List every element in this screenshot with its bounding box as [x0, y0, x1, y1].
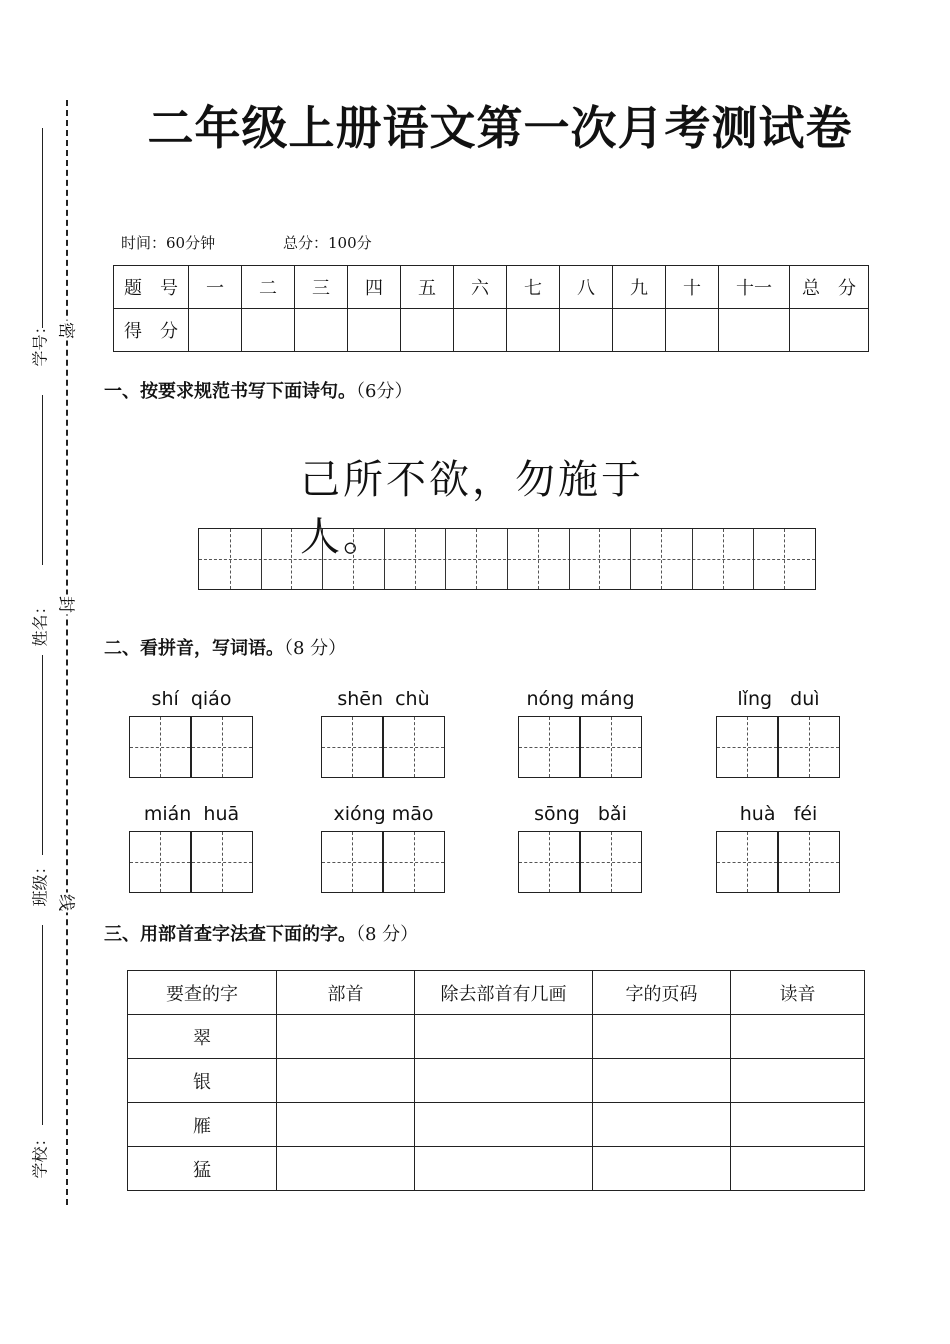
answer-cell[interactable] [277, 1147, 415, 1191]
binding-dashed-line [66, 100, 68, 1205]
tian-grid-box[interactable] [580, 831, 642, 893]
student-id-line [42, 128, 43, 328]
student-id-label: 学号： [30, 318, 50, 367]
lookup-header-cell: 除去部首有几画 [415, 971, 593, 1015]
pinyin-text: mián huā [143, 803, 240, 825]
poem-line: 己所不欲，勿施于人。 [300, 457, 644, 560]
tian-grid-box[interactable] [383, 716, 445, 778]
section1-title: 一、按要求规范书写下面诗句。 [104, 381, 356, 402]
score-header-cell: 四 [348, 266, 401, 309]
score-header-cell: 总 分 [790, 266, 869, 309]
pinyin-text: xióng māo [333, 803, 434, 825]
section3-score: （8 分） [356, 924, 419, 945]
grid-column-divider [445, 529, 446, 589]
score-input-cell[interactable] [295, 309, 348, 352]
school-label: 学校： [30, 1130, 50, 1179]
radical-lookup-table [127, 970, 865, 1191]
answer-cell[interactable] [593, 1147, 731, 1191]
grid-column-divider [630, 529, 631, 589]
section1-heading [104, 377, 412, 403]
lookup-row [128, 1059, 865, 1103]
answer-cell[interactable] [731, 1059, 865, 1103]
score-table-score-row [114, 309, 869, 352]
score-table-header-row [114, 266, 869, 309]
pinyin-word [321, 803, 446, 831]
lookup-header-cell: 读音 [731, 971, 865, 1015]
score-row-label: 得 分 [114, 309, 189, 352]
grid-column-divider [476, 529, 477, 589]
score-input-cell[interactable] [189, 309, 242, 352]
score-input-cell[interactable] [790, 309, 869, 352]
answer-cell[interactable] [731, 1015, 865, 1059]
pinyin-text: nóng máng [526, 688, 635, 710]
name-label: 姓名： [30, 598, 50, 647]
student-id-line-lower [42, 395, 43, 565]
pinyin-word [129, 803, 254, 831]
pinyin-word [129, 688, 254, 716]
score-input-cell[interactable] [454, 309, 507, 352]
grid-column-divider [661, 529, 662, 589]
pinyin-text: huà féi [739, 803, 818, 825]
grid-column-divider [599, 529, 600, 589]
answer-cell[interactable] [277, 1059, 415, 1103]
tian-grid-box[interactable] [321, 716, 383, 778]
answer-cell[interactable] [593, 1015, 731, 1059]
pinyin-word [518, 803, 643, 831]
class-line [42, 925, 43, 1125]
section2-score: （8 分） [284, 638, 347, 659]
lookup-char: 银 [128, 1059, 277, 1103]
section3-heading [104, 920, 418, 946]
exam-total-score: 总分：100分 [283, 234, 372, 252]
answer-cell[interactable] [593, 1103, 731, 1147]
score-input-cell[interactable] [613, 309, 666, 352]
score-header-cell: 六 [454, 266, 507, 309]
score-input-cell[interactable] [401, 309, 454, 352]
score-header-cell: 九 [613, 266, 666, 309]
seal-char-xian: 线 [56, 893, 81, 913]
score-header-cell: 题 号 [114, 266, 189, 309]
lookup-char: 雁 [128, 1103, 277, 1147]
score-input-cell[interactable] [242, 309, 295, 352]
score-header-cell: 三 [295, 266, 348, 309]
exam-time: 时间：60分钟 [121, 234, 216, 252]
grid-column-divider [753, 529, 754, 589]
grid-column-divider [415, 529, 416, 589]
grid-column-divider [569, 529, 570, 589]
score-input-cell[interactable] [507, 309, 560, 352]
grid-column-divider [384, 529, 385, 589]
score-header-cell: 二 [242, 266, 295, 309]
grid-column-divider [692, 529, 693, 589]
tian-grid-box[interactable] [716, 831, 778, 893]
answer-cell[interactable] [415, 1103, 593, 1147]
tian-grid-box[interactable] [518, 831, 580, 893]
score-header-cell: 一 [189, 266, 242, 309]
grid-column-divider [261, 529, 262, 589]
answer-cell[interactable] [731, 1147, 865, 1191]
tian-grid-box[interactable] [129, 831, 191, 893]
tian-grid-box[interactable] [716, 716, 778, 778]
answer-cell[interactable] [277, 1103, 415, 1147]
score-header-cell: 十 [666, 266, 719, 309]
score-header-cell: 八 [560, 266, 613, 309]
seal-char-mi: 密 [56, 321, 81, 341]
grid-column-divider [322, 529, 323, 589]
answer-cell[interactable] [593, 1059, 731, 1103]
tian-grid-box[interactable] [191, 831, 253, 893]
lookup-header-cell: 字的页码 [593, 971, 731, 1015]
answer-cell[interactable] [277, 1015, 415, 1059]
tian-grid-box[interactable] [580, 716, 642, 778]
pinyin-word [716, 688, 841, 716]
tian-grid-box[interactable] [518, 716, 580, 778]
pinyin-text: shí qiáo [151, 688, 232, 710]
lookup-char: 猛 [128, 1147, 277, 1191]
pinyin-text: shēn chù [337, 688, 430, 710]
pinyin-word [321, 688, 446, 716]
tian-grid-box[interactable] [383, 831, 445, 893]
name-line [42, 655, 43, 855]
seal-char-feng: 封 [56, 595, 81, 615]
lookup-row [128, 1147, 865, 1191]
lookup-header-cell: 要查的字 [128, 971, 277, 1015]
grid-column-divider [507, 529, 508, 589]
score-input-cell[interactable] [719, 309, 790, 352]
pinyin-text: sōng bǎi [534, 803, 627, 825]
tian-grid-box[interactable] [191, 716, 253, 778]
section1-score: （6分） [356, 381, 413, 402]
lookup-row [128, 1015, 865, 1059]
pinyin-word [716, 803, 841, 831]
grid-column-divider [353, 529, 354, 589]
tian-grid-box[interactable] [321, 831, 383, 893]
score-input-cell[interactable] [560, 309, 613, 352]
poem-writing-grid[interactable] [198, 528, 816, 590]
score-table [113, 265, 869, 352]
answer-cell[interactable] [731, 1103, 865, 1147]
lookup-char: 翠 [128, 1015, 277, 1059]
grid-column-divider [538, 529, 539, 589]
tian-grid-box[interactable] [778, 716, 840, 778]
section3-title: 三、用部首查字法查下面的字。 [104, 924, 356, 945]
tian-grid-box[interactable] [129, 716, 191, 778]
score-input-cell[interactable] [348, 309, 401, 352]
answer-cell[interactable] [415, 1147, 593, 1191]
grid-column-divider [723, 529, 724, 589]
page-title: 二年级上册语文第一次月考测试卷 [147, 101, 853, 155]
score-input-cell[interactable] [666, 309, 719, 352]
section2-title: 二、看拼音，写词语。 [104, 638, 284, 659]
tian-grid-box[interactable] [778, 831, 840, 893]
grid-column-divider [291, 529, 292, 589]
grid-column-divider [784, 529, 785, 589]
score-header-cell: 七 [507, 266, 560, 309]
pinyin-word [518, 688, 643, 716]
answer-cell[interactable] [415, 1059, 593, 1103]
lookup-header-cell: 部首 [277, 971, 415, 1015]
answer-cell[interactable] [415, 1015, 593, 1059]
grid-column-divider [230, 529, 231, 589]
lookup-row [128, 1103, 865, 1147]
score-header-cell: 十一 [719, 266, 790, 309]
section2-heading [104, 634, 346, 660]
lookup-header-row [128, 971, 865, 1015]
class-label: 班级： [30, 858, 50, 907]
score-header-cell: 五 [401, 266, 454, 309]
pinyin-text: lǐng duì [737, 688, 820, 710]
